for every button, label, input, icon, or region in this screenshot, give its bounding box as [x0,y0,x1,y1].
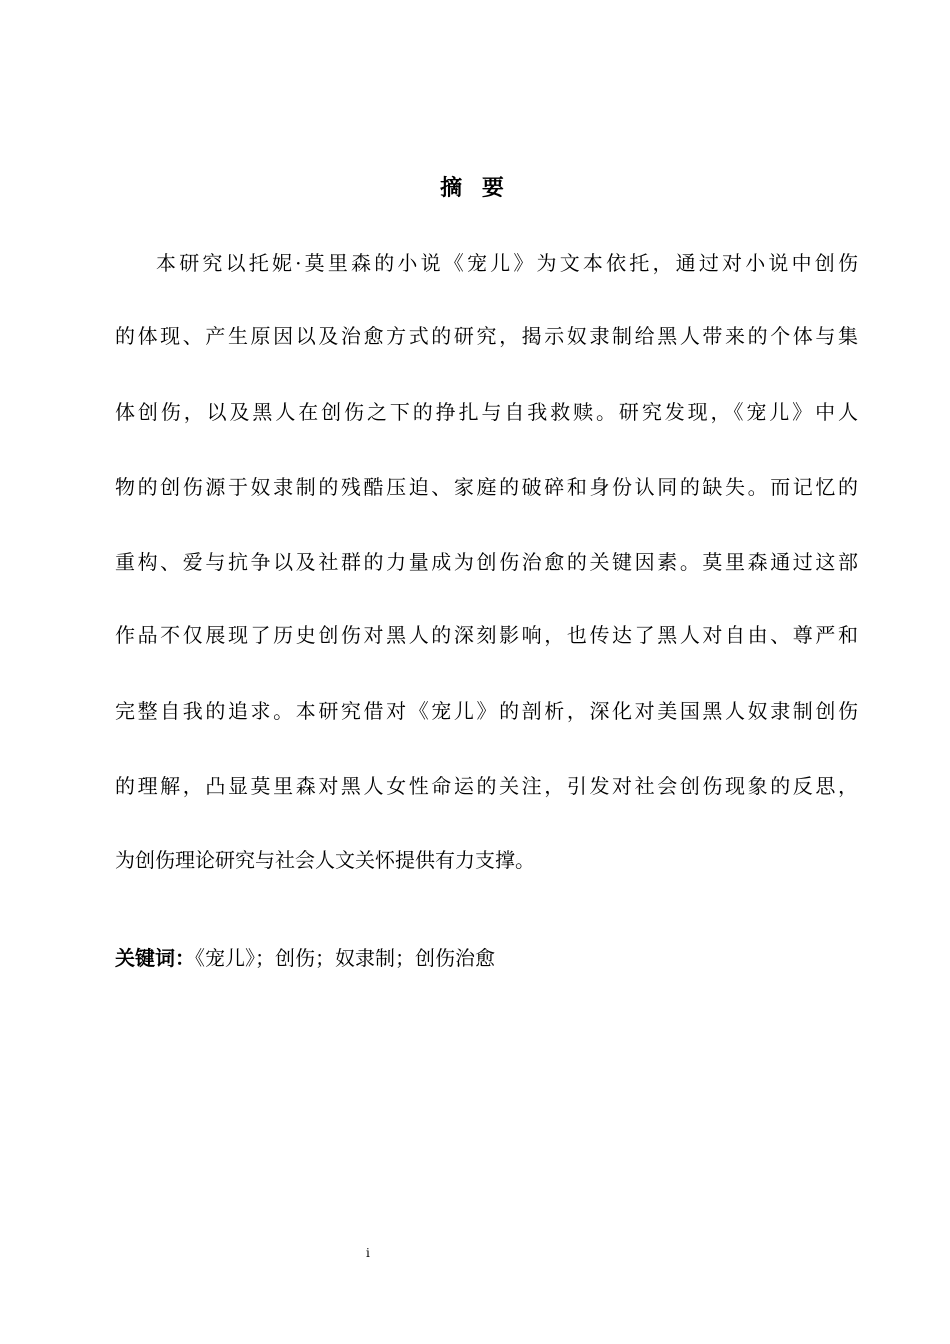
keywords [115,943,495,973]
keywords-label: 关键词： [115,946,195,970]
abstract-line: 作品不仅展现了历史创伤对黑人的深刻影响，也传达了黑人对自由、尊严和 [115,623,858,647]
abstract-line: 本研究以托妮·莫里森的小说《宠儿》为文本依托，通过对小说中创伤 [156,251,858,275]
keywords-values: 《宠儿》；创伤；奴隶制；创伤治愈 [195,946,495,970]
abstract-line: 的体现、产生原因以及治愈方式的研究，揭示奴隶制给黑人带来的个体与集 [115,324,858,348]
abstract-line: 完整自我的追求。本研究借对《宠儿》的剖析，深化对美国黑人奴隶制创伤 [115,699,858,723]
abstract-line: 重构、爱与抗争以及社群的力量成为创伤治愈的关键因素。莫里森通过这部 [115,550,858,574]
abstract-line: 为创伤理论研究与社会人文关怀提供有力支撑。 [115,848,535,872]
abstract-line: 体创伤，以及黑人在创伤之下的挣扎与自我救赎。研究发现，《宠儿》中人 [115,400,858,424]
page-title: 摘 要 [440,176,510,201]
abstract-line: 的理解，凸显莫里森对黑人女性命运的关注，引发对社会创伤现象的反思， [115,774,858,798]
abstract-line: 物的创伤源于奴隶制的残酷压迫、家庭的破碎和身份认同的缺失。而记忆的 [115,475,858,499]
page-number: i [366,1246,370,1260]
